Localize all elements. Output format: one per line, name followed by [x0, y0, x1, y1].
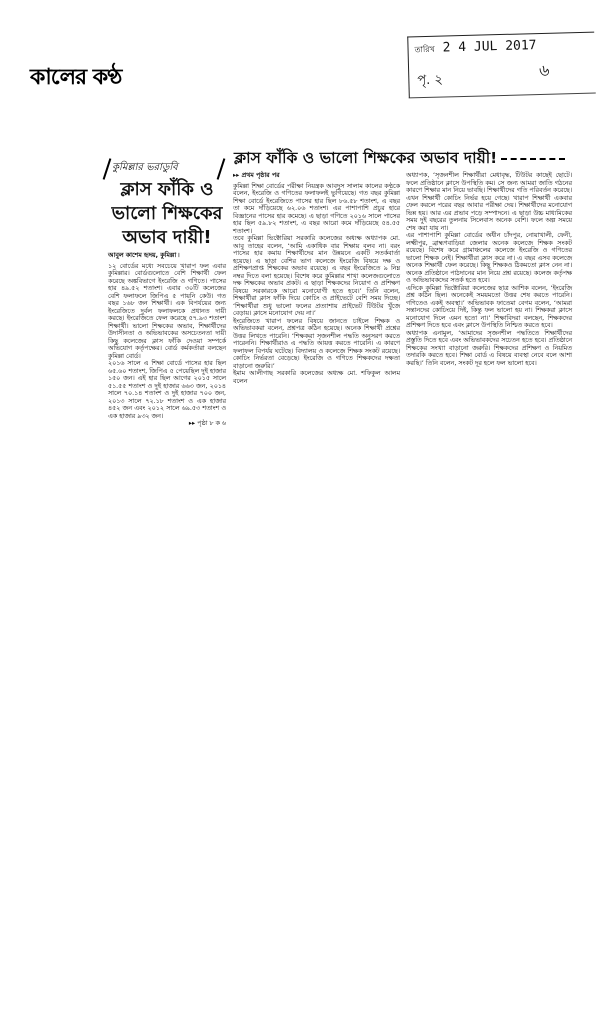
- paragraph: ১২ বোর্ডের মধ্যে সবচেয়ে খারাপ ফল এবার কুমিল্লার। বোর্ডগুলোতে বেশি শিক্ষার্থী ফেল করেছে অঙ্কবিভাগে ইংরেজি ও গণিতে। পাসের হার ৪৯.৫২ শতাংশ। এবার ৩০টি কলেজের বেশি ফলাফলে জিপিএ ৫ পায়নি কেউ। গত বছর ১৬৮ জন শিক্ষার্থী। এক বিপর্যয়ের জন্য ইংরেজিতে দুর্বল ফলাফলকে প্রধানত দায়ী করছে। ইংরেজিতে ফেল করেছে ৫৭.৯৩ শতাংশ শিক্ষার্থী। ভালো শিক্ষকের অভাব, শিক্ষার্থীদের উদাসীনতা ও অভিভাবকের অসচেতনতা দায়ী কিছু কলেজের ক্লাস ফাঁকি দেওয়া সম্পর্কে অভিযোগ কর্তৃপক্ষের। বোর্ড কর্মকর্তারা বলছেন কুমিল্লা বোর্ড।: [108, 262, 226, 360]
- kicker: কুমিল্লার ভরাডুবি: [112, 162, 178, 173]
- paragraph: ইমাম আলীগাছ সরকারি কলেজের অধ্যক্ষ মো. শফিকুল আলম বলেন: [233, 370, 400, 385]
- stamp-number: ৬: [538, 60, 550, 81]
- paragraph: অধ্যাপক এনামুল, ‘আমাদের সৃজনশীল পদ্ধতিতে শিক্ষার্থীদের প্রস্তুতি দিতে হবে এবং অভিভাবকদের সচেতন হতে হবে। প্রতিষ্ঠানে শিক্ষকের সংখ্যা বাড়ানো জরুরি। শিক্ষকদের প্রশিক্ষণ ও নিয়মিত তদারকি করতে হবে। শিক্ষা বোর্ড এ বিষয়ে ব্যবস্থা নেবে বলে আশা করছি।’ তিনি বলেন, সংকট দূর হলে ফল ভালো হবে।: [406, 329, 572, 367]
- stamp-date-label: তারিখ: [414, 44, 435, 55]
- paragraph: কুমিল্লা শিক্ষা বোর্ডের পরীক্ষা নিয়ন্ত্রক আবদুস সালাম কালের কণ্ঠকে বলেন, ইংরেজি ও গণিতের ফলাফলই ভুগিয়েছে। গত বছর কুমিল্লা শিক্ষা বোর্ডে ইংরেজিতে পাসের হার ছিল ৮৬.৫৮ শতাংশ, এ বছর তা কমে দাঁড়িয়েছে ৬২.০৬ শতাংশ। এর পাশাপাশি প্রচুর হারে বিজ্ঞানের পাসের হার কমেছে। এ ছাড়া গণিতে ২০১৬ সালে পাসের হার ছিল ৫৯.৮২ শতাংশ, এ বছর আরো কমে দাঁড়িয়েছে ৫৪.৫৫ শতাংশ।: [233, 182, 400, 235]
- continued-on: ▸▸ পৃষ্ঠা ৮ ক ৬: [188, 420, 226, 427]
- paragraph: তবে কুমিল্লা ভিক্টোরিয়া সরকারি কলেজের অধ্যক্ষ অধ্যাপক মো. আবু তাহের বলেন, ‘আমি একাধিক বার শিক্ষায় বলব না। বরং পাসের হার কমায় শিক্ষার্থীদের মান উন্নয়নে একটি সতর্কবার্তা হয়েছে। এ ছাড়া বেশির ভাগ কলেজে ইংরেজি বিষয়ে দক্ষ ও প্রশিক্ষণপ্রাপ্ত শিক্ষকের অভাব রয়েছে। এ বছর ইংরেজিতে ৯ নিম্ন নম্বর দিতে বলা হয়েছে। বিশেষ করে কুমিল্লার শাখা কলেজগুলোতে দক্ষ শিক্ষকের অভাব প্রকট। এ ছাড়া শিক্ষকদের নিয়োগ ও প্রশিক্ষণ বিষয়ে সরকারকে আরো মনোযোগী হতে হবে।’ তিনি বলেন, শিক্ষার্থীরা ক্লাস ফাঁকি দিয়ে কোচিং ও প্রাইভেটে বেশি সময় দিচ্ছে। ‘শিক্ষার্থীরা শুধু ভালো ফলের প্রত্যাশায় প্রাইভেট টিউটর খুঁজে বেড়ায়। ক্লাসে মনোযোগ দেয় না।’: [233, 235, 400, 317]
- headline-text: ক্লাস ফাঁকি ও ভালো শিক্ষকের অভাব দায়ী!: [234, 149, 498, 167]
- newspaper-masthead: কালের কণ্ঠ: [30, 65, 122, 90]
- paragraph: ইংরেজিতে খারাপ ফলের বিষয়ে জানতে চাইলে শিক্ষক ও অভিভাবকরা বলেন, প্রশ্নপত্র কঠিন হয়েছে। অনেক শিক্ষার্থী প্রশ্নের উত্তর লিখতে পারেনি। ‘শিক্ষকরা সৃজনশীল পদ্ধতি অনুসরণ করতে পারেননি। শিক্ষার্থীরাও এ পদ্ধতি আয়ত্ত করতে পারেনি। এ কারণে ফলাফল বিপর্যয় ঘটেছে। বিদ্যালয় ও কলেজে শিক্ষক সংকট রয়েছে। কোচিং নির্ভরতা বেড়েছে। ইংরেজি ও গণিতে শিক্ষকদের দক্ষতা বাড়ানো জরুরি।’: [233, 317, 400, 370]
- right-column: [406, 172, 572, 367]
- kicker-slash-left: [103, 158, 112, 180]
- headline-dash-rule: [501, 158, 565, 160]
- main-headline: [234, 146, 574, 172]
- date-stamp: [407, 32, 596, 99]
- paragraph: এর পাশাপাশি কুমিল্লা বোর্ডের অধীন চাঁদপুর, নোয়াখালী, ফেনী, লক্ষ্মীপুর, ব্রাহ্মণবাড়িয়া জেলার অনেক কলেজে শিক্ষক সংকট রয়েছে। বিশেষ করে গ্রামাঞ্চলের কলেজে ইংরেজি ও গণিতের ভালো শিক্ষক নেই। শিক্ষার্থীরা ক্লাস করে না। এ বছর এসব কলেজে অনেক শিক্ষার্থী ফেল করেছে। কিছু শিক্ষকও ঠিকমতো ক্লাস নেন না। অনেক প্রতিষ্ঠানে পাঠদানের মান নিয়ে প্রশ্ন রয়েছে। কলেজ কর্তৃপক্ষ ও অভিভাবকদের সতর্ক হতে হবে।: [406, 232, 572, 284]
- paragraph: ২০১৬ সালে এ শিক্ষা বোর্ডে পাসের হার ছিল ৬৫.৬০ শতাংশ, জিপিএ ৫ পেয়েছিল দুই হাজার ১৫০ জন। এই হার ছিল আগের ২০১৫ সালে ৫১.৫৫ শতাংশ ও দুই হাজার ৬৬৩ জন, ২০১৪ সালে ৭০.১৪ শতাংশ ও দুই হাজার ৭০০ জন, ২০১৩ সালে ৭২.১৮ শতাংশ ও এক হাজার ৪৫২ জন এবং ২০১২ সালে ৬৯.৫৩ শতাংশ ও এক হাজার ৯৩২ জন।: [108, 360, 226, 420]
- continued-from: ▸▸ প্রথম পৃষ্ঠার পর: [233, 172, 280, 179]
- left-column: [108, 252, 226, 428]
- stamp-date-value: 2 4 JUL 2017: [442, 38, 537, 56]
- middle-column: [233, 172, 400, 385]
- byline: আবুল কাশেম হৃদয়, কুমিল্লা ৷: [108, 252, 180, 259]
- front-page-headline: ক্লাস ফাঁকি ও ভালো শিক্ষকের অভাব দায়ী!: [111, 179, 223, 248]
- paragraph: অধ্যাপক, ‘সৃজনশীল শিক্ষার্থীরা মেধাবৃদ্ধ, টিউটর কাছেই ছোটে। ফলে প্রতিষ্ঠানে ক্লাসে উপস্থিতি কম। সে জন্য আমরা জাতি গঠনের কারণে শিক্ষার মান নিয়ে ভাবছি। শিক্ষার্থীদের গতি পরিবর্তন করেছে। এখন শিক্ষার্থী কোচিং নির্ভর হয়ে গেছে। খারাপ শিক্ষার্থী একবার ফেল করলে পরের বছর আবার পরীক্ষা দেয়। শিক্ষার্থীদের মনোযোগ ভিন্ন হয়। আর এর প্রভাব পড়ে সম্পাদনে। এ ছাড়া উচ্চ মাধ্যমিকের সময় দুই বছরের তুলনায় সিলেবাস অনেক বেশি। ফলে অল্প সময়ে শেষ করা যায় না।: [406, 172, 572, 232]
- paragraph: এদিকে কুমিল্লা ভিক্টোরিয়া কলেজের ছাত্র আশিক বলেন, ‘ইংরেজি প্রশ্ন কঠিন ছিল। অনেকেই সময়মতো উত্তর শেষ করতে পারেনি। গণিতেও একই অবস্থা।’ অভিভাবক ফাতেমা বেগম বলেন, ‘আমরা সন্তানদের কোচিংয়ে দিই, কিন্তু ফল ভালো হয় না। শিক্ষকরা ক্লাসে মনোযোগ দিলে এমন হতো না।’ শিক্ষাবিদরা বলছেন, শিক্ষকদের প্রশিক্ষণ দিতে হবে এবং ক্লাসে উপস্থিতি নিশ্চিত করতে হবে।: [406, 284, 572, 329]
- kicker-slash-right: [217, 158, 226, 180]
- stamp-page: পৃ. ২: [417, 72, 444, 89]
- stamp-date: [414, 38, 536, 57]
